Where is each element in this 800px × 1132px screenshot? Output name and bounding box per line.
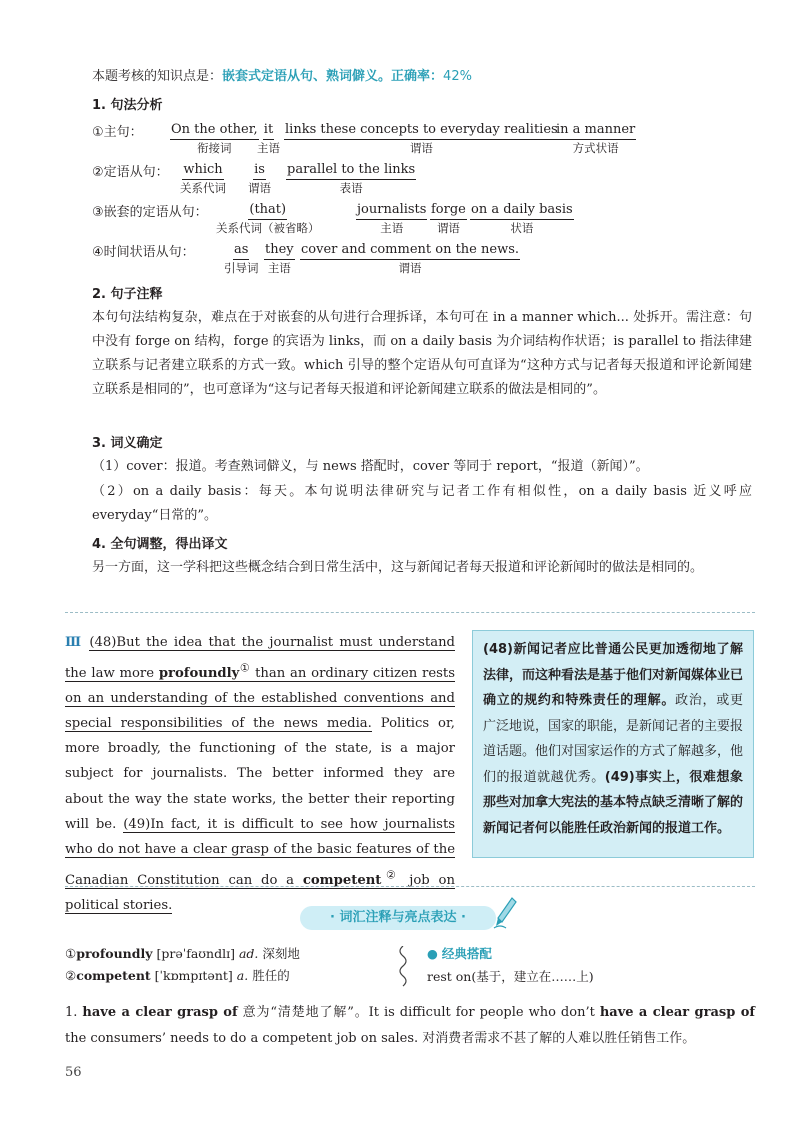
notes-paragraph: 本句句法结构复杂，难点在于对嵌套的从句进行合理拆译，本句可在 in a manner which... 处拆开。需注意：句中没有 forge on 结构，forge 的宾语为 links，而 on a daily basis 为介词结构作状语；is parallel to 指法律建立联系与记者建立联系的方式一致。which 引导的整个定语从句可直译为“这种方式与记者每天报道和评论新闻建立联系是相同的”，也可意译为“这与记者每天报道和评论新闻建立联系的做法是相同的”。 <box>92 310 752 397</box>
accuracy-label: 正确率： <box>391 69 444 84</box>
phrase-example: 1. have a clear grasp of 意为“清楚地了解”。It is difficult for people who don’t have a clear grasp of the consumers’ needs to do a competent job on sales. 对消费者需求不甚了解的人难以胜任销售工作。 <box>65 1005 755 1046</box>
section-title-word-meaning: 3. 词义确定 <box>92 436 163 451</box>
divider <box>65 886 755 887</box>
collocation-item: rest on(基于，建立在……上) <box>427 969 594 984</box>
segment: is 谓语 <box>248 162 271 195</box>
section-title-translation: 4. 全句调整，得出译文 <box>92 537 228 552</box>
row-label: ②定语从句： <box>92 165 169 180</box>
segment: forge 谓语 <box>431 202 466 235</box>
bullet-icon: ● <box>427 946 438 961</box>
segment: On the other, 衔接词 <box>171 122 258 155</box>
sentence-number-49: (49) <box>123 816 151 832</box>
vocab-word-profoundly: profoundly <box>158 665 240 681</box>
word-meaning-item-2: （2）on a daily basis：每天。本句说明法律研究与记者工作有相似性，on a daily basis 近义呼应 everyday“日常的”。 <box>92 484 752 523</box>
segment: links these concepts to everyday realities 谓语 <box>285 122 558 155</box>
key-phrase: have a clear grasp of <box>82 1005 238 1020</box>
passage-paragraph: Ⅲ (48)But the idea that the journalist must understand the law more profoundly① than an ordinary citizen rests on an understanding of the established conventions and special responsibilities of the news media. Politics or, more broadly, the functioning of the state, is a major subject for journalists. The better informed they are about the way the state works, the better their reporting will be. (49)In fact, it is difficult to see how journalists who do not have a clear grasp of the basic features of the Canadian Constitution can do a competent② job on political stories. <box>65 635 456 913</box>
segment: it 主语 <box>257 122 280 155</box>
vocab-entry-1: ①profoundly [prəˈfaʊndlɪ] ad. 深刻地 <box>65 946 300 961</box>
section-title-notes: 2. 句子注释 <box>92 287 163 302</box>
translation-49: (49)事实上，很难想象那些对加拿大宪法的基本特点缺乏清晰了解的新闻记者何以能胜任政治新闻的报道工作。 <box>483 769 744 836</box>
passage-numeral: Ⅲ <box>65 635 84 650</box>
segment: (that) 关系代词（被省略） <box>216 202 320 235</box>
row-label: ①主句： <box>92 125 143 140</box>
page-number: 56 <box>65 1065 82 1080</box>
full-translation: 另一方面，这一学科把这些概念结合到日常生活中，这与新闻记者每天报道和评论新闻时的做法是相同的。 <box>92 560 704 575</box>
segment: they 主语 <box>265 242 294 275</box>
squiggle-divider <box>397 946 409 990</box>
vocab-entry-2: ②competent [ˈkɒmpɪtənt] a. 胜任的 <box>65 968 290 983</box>
translation-48: (48)新闻记者应比普通公民更加透彻地了解法律，而这种看法是基于他们对新闻媒体业已确立的规约和特殊责任的理解。 <box>483 642 744 708</box>
divider <box>65 612 755 613</box>
segment: in a manner 方式状语 <box>556 122 636 155</box>
accuracy-rate: 42% <box>443 69 472 84</box>
pen-icon <box>492 896 518 932</box>
segment: cover and comment on the news. 谓语 <box>301 242 520 275</box>
segment: on a daily basis 状语 <box>471 202 573 235</box>
vocab-word-competent: competent <box>302 872 382 888</box>
segment: as 引导词 <box>224 242 259 275</box>
intro-line <box>92 64 752 90</box>
segment: parallel to the links 表语 <box>287 162 416 195</box>
knowledge-points: 嵌套式定语从句、熟词僻义。 <box>222 69 392 84</box>
row-label: ③嵌套的定语从句： <box>92 205 208 220</box>
translation-box: (48)新闻记者应比普通公民更加透彻地了解法律，而这种看法是基于他们对新闻媒体业已确立的规约和特殊责任的理解。政治，或更广泛地说，国家的职能，是新闻记者的主要报道话题。他们对国家运作的方式了解越多，他们的报道就越优秀。(49)事实上，很难想象那些对加拿大宪法的基本特点缺乏清晰了解的新闻记者何以能胜任政治新闻的报道工作。 <box>472 630 754 858</box>
word-meaning-item-1: （1）cover：报道。考查熟词僻义，与 news 搭配时，cover 等同于 report，“报道（新闻）”。 <box>92 459 649 474</box>
segment: journalists 主语 <box>357 202 427 235</box>
segment: which 关系代词 <box>180 162 226 195</box>
vocab-banner: · 词汇注释与亮点表达 · <box>300 906 496 930</box>
row-label: ④时间状语从句： <box>92 245 195 260</box>
sentence-number-48: (48) <box>89 635 117 650</box>
collocation-title: ● 经典搭配 <box>427 946 492 961</box>
section-title-syntax: 1. 句法分析 <box>92 98 163 113</box>
intro-prefix: 本题考核的知识点是： <box>92 69 223 84</box>
